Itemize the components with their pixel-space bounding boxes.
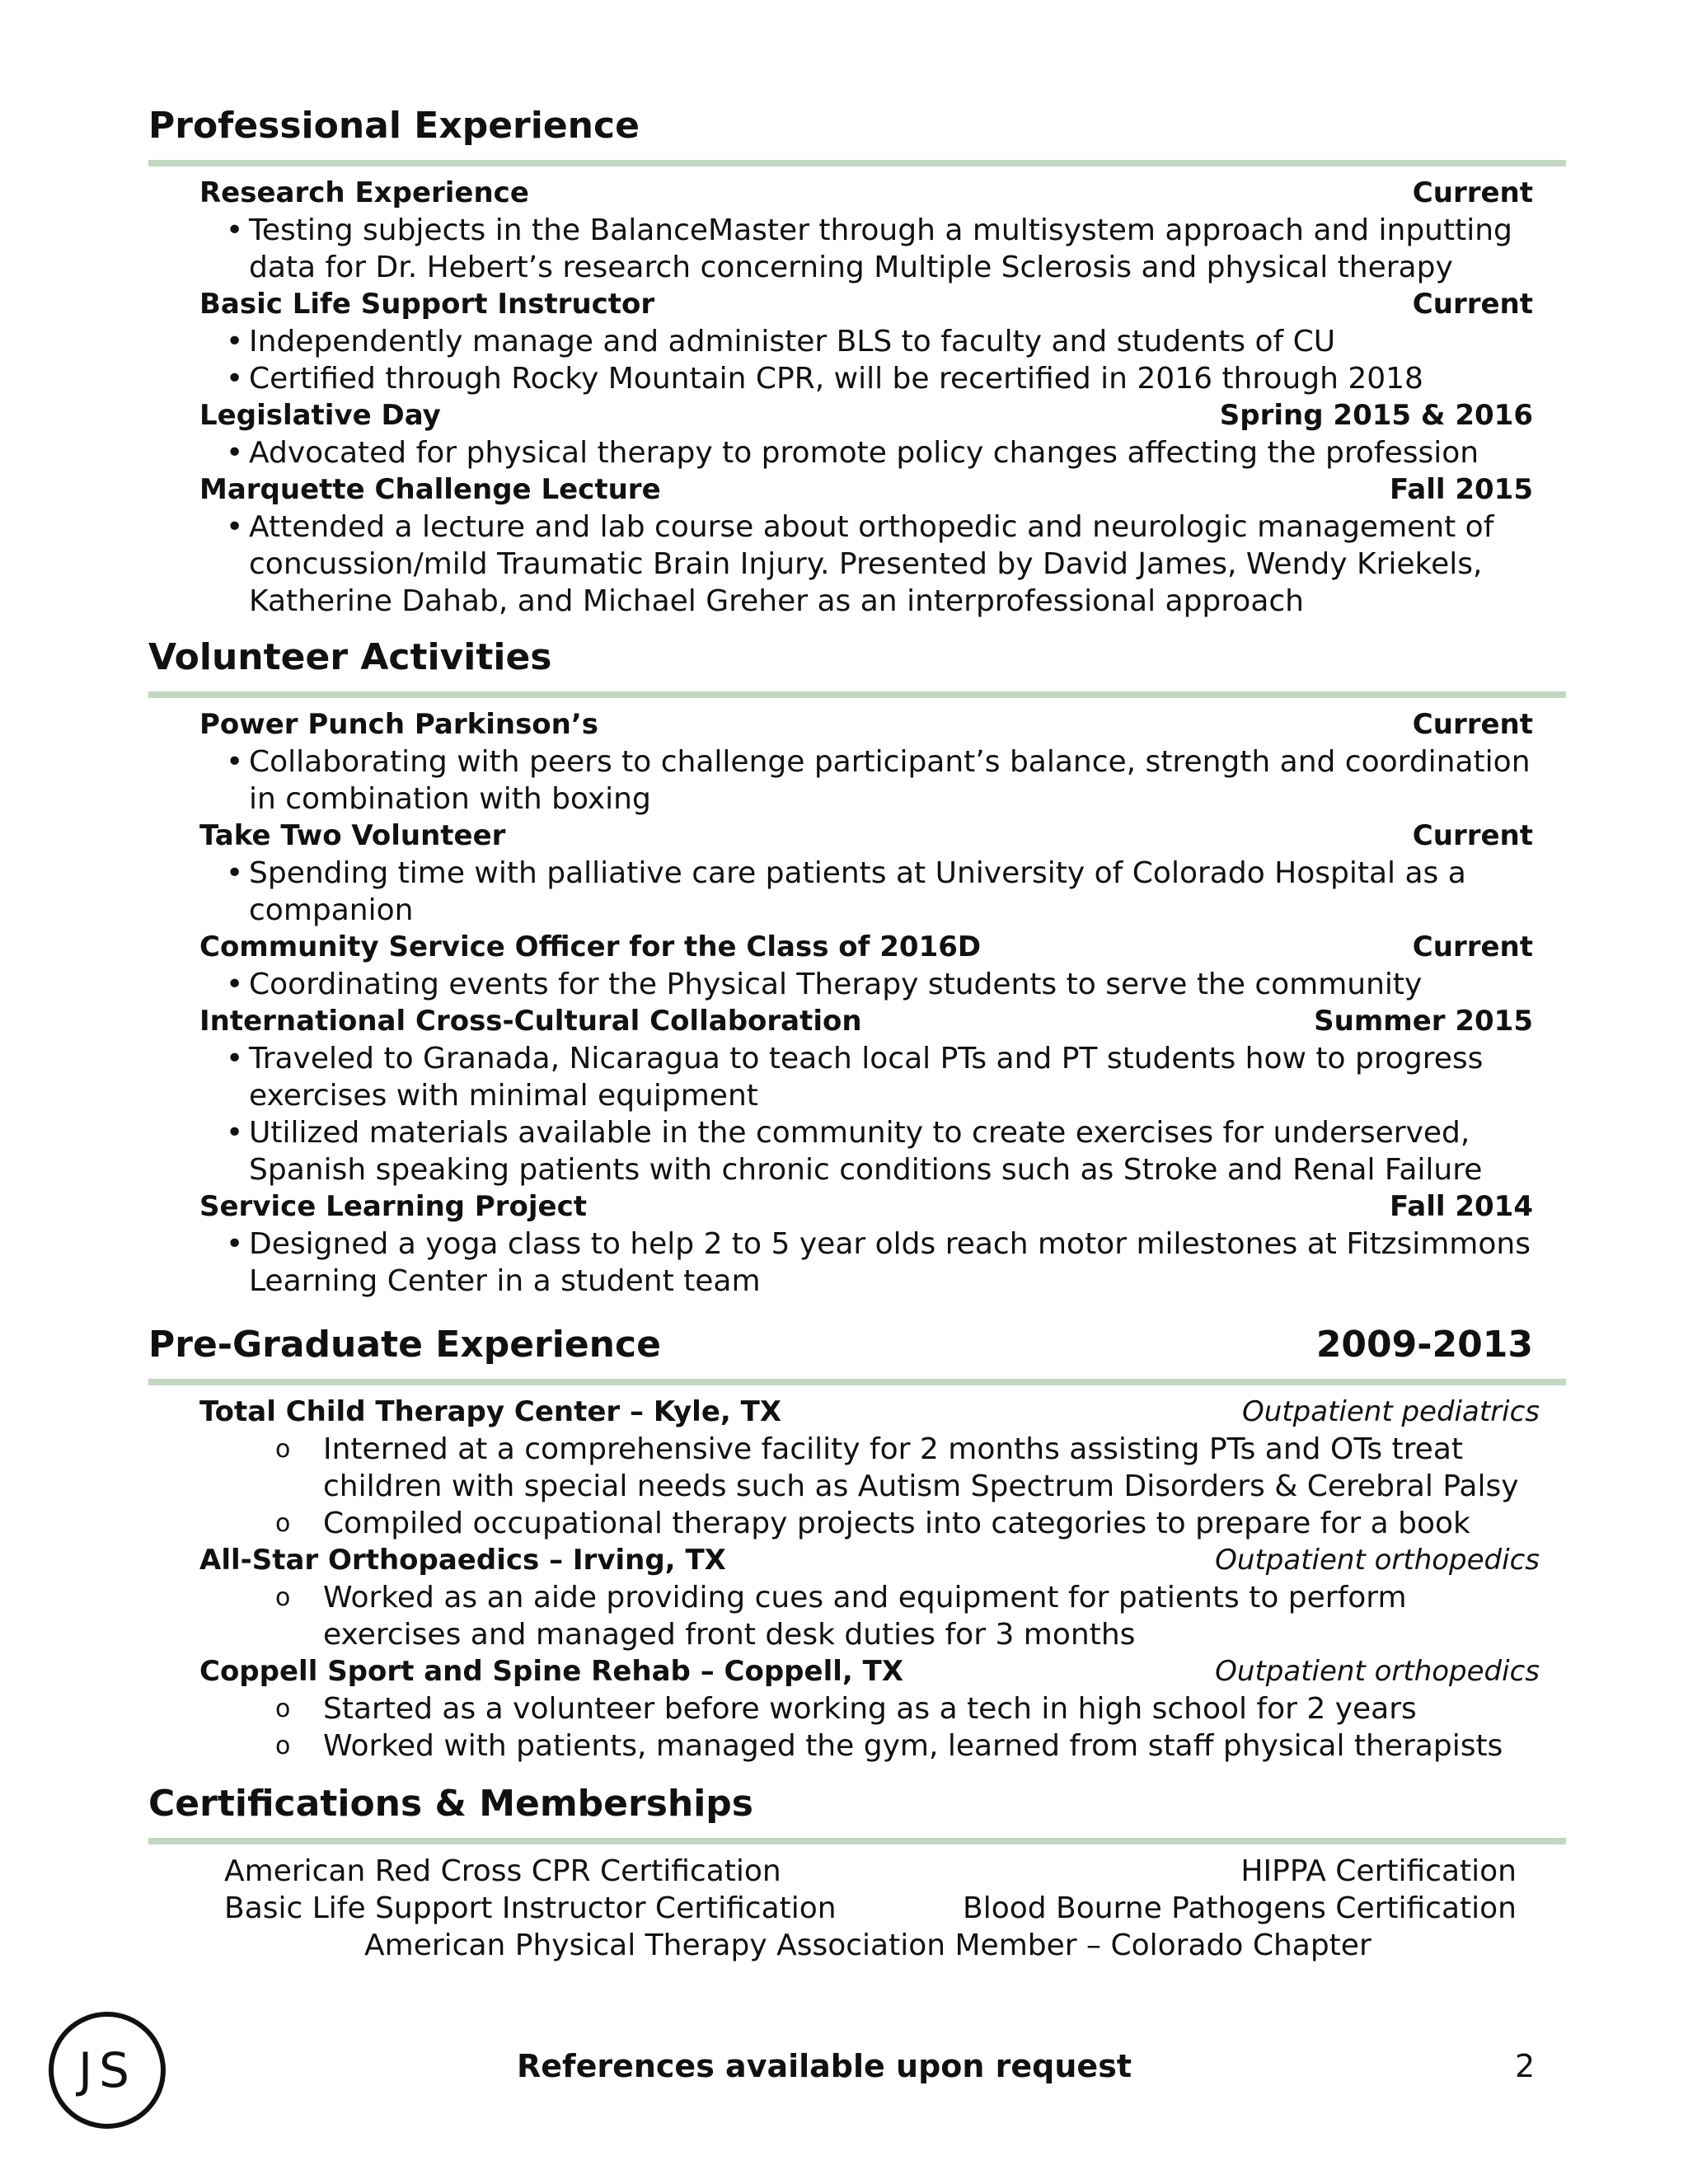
bullet-item: • Attended a lecture and lab course about orthopedic and neurologic management of concussion/mild Traumatic Brain Injury. Presented by David James, Wendy Kriekels, Katherine Dahab, and Michael Greher as an interprofessional approach bbox=[226, 510, 1494, 618]
bullet-item: • Collaborating with peers to challenge participant’s balance, strength and coordination in combination with boxing bbox=[226, 745, 1531, 816]
entry-power-punch bbox=[199, 706, 1533, 818]
bullet-mark: • bbox=[226, 325, 244, 359]
entry-all-star-orthopaedics bbox=[199, 1542, 1540, 1653]
bullet-item: • Traveled to Granada, Nicaragua to teach local PTs and PT students how to progress exercises with minimal equipment bbox=[226, 1042, 1484, 1113]
bullet-mark: o bbox=[275, 1509, 291, 1538]
section-divider bbox=[148, 1379, 1566, 1385]
certification-item: Basic Life Support Instructor Certification bbox=[224, 1891, 837, 1925]
bullet-mark: • bbox=[226, 745, 244, 779]
entry-community-service bbox=[199, 929, 1533, 1003]
entry-research-experience bbox=[199, 175, 1533, 286]
certification-item: American Red Cross CPR Certification bbox=[224, 1854, 781, 1888]
bullet-item: • Advocated for physical therapy to promote policy changes affecting the profession bbox=[226, 436, 1479, 470]
entry-bls-instructor bbox=[199, 286, 1533, 397]
bullet-item: • Independently manage and administer BLS to faculty and students of CU bbox=[226, 325, 1336, 359]
bullet-mark: • bbox=[226, 362, 244, 396]
bullet-mark: • bbox=[226, 1042, 244, 1076]
bullet-mark: o bbox=[275, 1694, 291, 1723]
entry-date: Current bbox=[1412, 176, 1533, 209]
bullet-item: • Testing subjects in the BalanceMaster through a multisystem approach and inputting data for Dr. Hebert’s research concerning Multiple Sclerosis and physical therapy bbox=[226, 213, 1512, 284]
entry-title: Service Learning Project bbox=[199, 1190, 588, 1223]
entry-coppell-sport-spine bbox=[199, 1653, 1540, 1765]
entry-title: Coppell Sport and Spine Rehab – Coppell, TX bbox=[199, 1655, 904, 1688]
certification-item: Blood Bourne Pathogens Certification bbox=[963, 1891, 1517, 1925]
bullet-mark: • bbox=[226, 856, 244, 890]
certification-item: HIPPA Certification bbox=[1240, 1854, 1517, 1888]
bullet-item: o Worked as an aide providing cues and equipment for patients to perform exercises and managed front desk duties for 3 months bbox=[275, 1581, 1407, 1652]
volunteer-activities-section bbox=[148, 629, 1566, 1300]
entry-date: Summer 2015 bbox=[1314, 1005, 1533, 1038]
entry-date: Spring 2015 & 2016 bbox=[1219, 399, 1533, 432]
bullet-mark: • bbox=[226, 1116, 244, 1150]
bullet-mark: o bbox=[275, 1583, 291, 1612]
entry-marquette-challenge bbox=[199, 471, 1533, 620]
page-number: 2 bbox=[1515, 2048, 1536, 2084]
bullet-item: • Certified through Rocky Mountain CPR, will be recertified in 2016 through 2018 bbox=[226, 362, 1423, 396]
bullet-mark: o bbox=[275, 1732, 291, 1760]
entry-title: Marquette Challenge Lecture bbox=[199, 473, 661, 506]
bullet-item: • Coordinating events for the Physical Therapy students to serve the community bbox=[226, 968, 1423, 1001]
entry-setting: Outpatient orthopedics bbox=[1215, 1544, 1540, 1577]
section-heading: Volunteer Activities bbox=[148, 636, 552, 678]
bullet-item: • Spending time with palliative care patients at University of Colorado Hospital as a companion bbox=[226, 856, 1466, 927]
professional-experience-section bbox=[148, 97, 1566, 620]
entry-date: Fall 2014 bbox=[1390, 1190, 1533, 1223]
entry-title: Power Punch Parkinson’s bbox=[199, 708, 599, 741]
entry-title: Legislative Day bbox=[199, 399, 441, 432]
bullet-item: • Designed a yoga class to help 2 to 5 year olds reach motor milestones at Fitzsimmons Learning Center in a student team bbox=[226, 1227, 1531, 1298]
section-heading: Professional Experience bbox=[148, 105, 640, 147]
entry-take-two bbox=[199, 818, 1533, 929]
entry-cross-cultural bbox=[199, 1003, 1533, 1188]
entry-title: Total Child Therapy Center – Kyle, TX bbox=[199, 1395, 782, 1428]
entry-title: All-Star Orthopaedics – Irving, TX bbox=[199, 1544, 726, 1577]
entry-title: International Cross-Cultural Collaboration bbox=[199, 1005, 862, 1038]
entry-date: Current bbox=[1412, 819, 1533, 852]
entry-date: Current bbox=[1412, 930, 1533, 963]
certifications-section bbox=[148, 1775, 1566, 1964]
bullet-mark: • bbox=[226, 436, 244, 470]
section-divider bbox=[148, 1838, 1566, 1844]
entry-date: Fall 2015 bbox=[1390, 473, 1533, 506]
bullet-mark: • bbox=[226, 510, 244, 544]
pregraduate-experience-section bbox=[148, 1316, 1566, 1765]
bullet-mark: • bbox=[226, 1227, 244, 1261]
entry-legislative-day bbox=[199, 397, 1533, 471]
bullet-mark: • bbox=[226, 968, 244, 1001]
bullet-mark: o bbox=[275, 1435, 291, 1464]
entry-title: Take Two Volunteer bbox=[199, 819, 506, 852]
entry-date: Current bbox=[1412, 708, 1533, 741]
section-heading: Pre-Graduate Experience bbox=[148, 1324, 661, 1366]
entry-title: Research Experience bbox=[199, 176, 529, 209]
bullet-item: o Worked with patients, managed the gym, learned from staff physical therapists bbox=[275, 1729, 1503, 1763]
section-divider bbox=[148, 691, 1566, 698]
bullet-item: • Utilized materials available in the community to create exercises for underserved, Spanish speaking patients with chronic conditions such as Stroke and Renal Failure bbox=[226, 1116, 1483, 1187]
bullet-item: o Compiled occupational therapy projects into categories to prepare for a book bbox=[275, 1507, 1470, 1540]
references-note: References available upon request bbox=[517, 2048, 1132, 2084]
section-years: 2009-2013 bbox=[1315, 1324, 1533, 1366]
entry-title: Basic Life Support Instructor bbox=[199, 288, 655, 321]
section-heading: Certifications & Memberships bbox=[148, 1783, 753, 1825]
membership-item: American Physical Therapy Association Member – Colorado Chapter bbox=[364, 1929, 1372, 1962]
bullet-item: o Interned at a comprehensive facility for 2 months assisting PTs and OTs treat children with special needs such as Autism Spectrum Disorders & Cerebral Palsy bbox=[275, 1432, 1519, 1503]
entry-service-learning bbox=[199, 1188, 1533, 1300]
entry-total-child-therapy bbox=[199, 1394, 1540, 1542]
bullet-item: o Started as a volunteer before working as a tech in high school for 2 years bbox=[275, 1692, 1417, 1726]
bullet-mark: • bbox=[226, 213, 244, 247]
entry-title: Community Service Officer for the Class of 2016D bbox=[199, 930, 982, 963]
entry-date: Current bbox=[1412, 288, 1533, 321]
monogram-logo: JS bbox=[49, 2012, 166, 2129]
entry-setting: Outpatient pediatrics bbox=[1242, 1395, 1540, 1428]
entry-setting: Outpatient orthopedics bbox=[1215, 1655, 1540, 1688]
section-divider bbox=[148, 160, 1566, 166]
